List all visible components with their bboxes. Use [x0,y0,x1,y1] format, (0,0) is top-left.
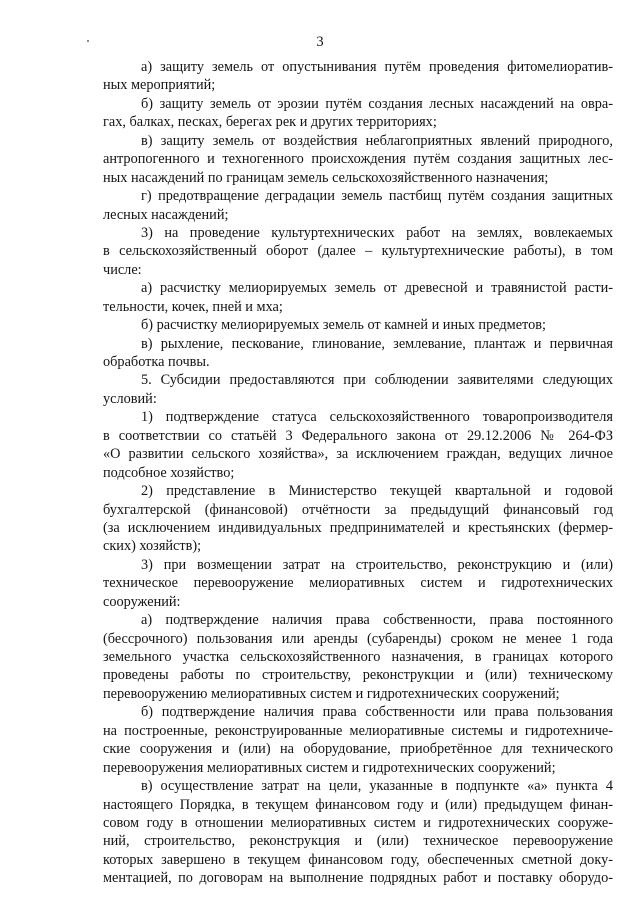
text-line: ных насаждений по границам земель сельскохозяйственного назначения; [103,169,549,186]
text-line: 1) подтверждение статуса сельскохозяйственного товаропроизводителя [141,409,613,426]
document-body [103,58,613,888]
text-line: а) подтверждение наличия права собственности, права постоянного [141,612,613,629]
text-line: условий: [103,390,157,407]
text-line: «О развитии сельского хозяйства», за исключением граждан, ведущих личное [103,446,613,463]
text-line: ных мероприятий; [103,77,216,94]
text-line: в сельскохозяйственный оборот (далее – культуртехнические работы), в том [103,243,613,260]
page-number: 3 [316,34,324,50]
text-line: на построенные, реконструированные мелиоративные системы и гидротехниче- [103,722,613,739]
text-line: обработка почвы. [103,354,210,370]
text-line: 3) на проведение культуртехнических работ на землях, вовлекаемых [141,224,613,241]
text-line: ские сооружения и (или) на оборудование, приобретённое для технического [103,741,613,758]
text-line: подсобное хозяйство; [103,464,235,481]
text-line: в) осуществление затрат на цели, указанные в подпункте «а» пункта 4 [141,778,613,795]
scan-speck [87,40,89,42]
text-line: а) защиту земель от опустынивания путём проведения фитомелиоратив- [141,59,613,75]
text-line: 3) при возмещении затрат на строительство, реконструкцию и (или) [141,556,613,573]
text-line: антропогенного и техногенного происхождения путём создания защитных лес- [103,151,613,168]
text-line: настоящего Порядка, в текущем финансовом году и (или) предыдущем финан- [103,796,613,813]
text-line: тельности, кочек, пней и мха; [103,298,283,315]
text-line: б) расчистку мелиорируемых земель от камней и иных предметов; [141,317,546,334]
text-line: 2) представление в Министерство текущей квартальной и годовой [141,483,613,500]
text-line: совом году в отношении мелиоративных систем и гидротехнических сооруже- [103,814,613,831]
text-line: сооружений: [103,593,181,610]
text-line: земельного участка сельскохозяйственного назначения, в границах которого [103,649,613,665]
text-line: перевооружению мелиоративных систем и гидротехнических сооружений; [103,685,560,702]
text-line: б) защиту земель от эрозии путём создания лесных насаждений на овра- [141,95,613,112]
text-line: в) защиту земель от воздействия неблагоприятных явлений природного, [141,132,613,149]
text-line: ских) хозяйств); [103,538,202,555]
text-line: перевооружения мелиоративных систем и гидротехнических сооружений; [103,759,556,776]
text-line: техническое перевооружение мелиоративных систем и гидротехнических [103,575,613,592]
text-line: г) предотвращение деградации земель пастбищ путём создания защитных [141,188,613,205]
text-line: числе: [103,261,142,278]
text-line: а) расчистку мелиорируемых земель от древесной и травянистой расти- [141,280,613,297]
text-line: которых завершено в текущем финансовом году, обеспеченных сметной доку- [103,851,613,868]
text-line: ментацией, по договорам на выполнение подрядных работ и поставку оборудо- [103,870,613,887]
text-line: в) рыхление, пескование, глинование, землевание, плантаж и первичная [141,335,613,352]
text-line: (за исключением индивидуальных предпринимателей и крестьянских (фермер- [103,519,613,536]
text-line: проведены работы по строительству, реконструкции и (или) техническому [103,667,613,684]
text-line: 5. Субсидии предоставляются при соблюдении заявителями следующих [141,372,613,389]
text-line: лесных насаждений; [103,206,229,223]
text-line: б) подтверждение наличия права собственности или права пользования [141,704,613,721]
text-line: ний, строительство, реконструкция и (или) техническое перевооружение [103,833,613,850]
text-line: в соответствии со статьёй 3 Федерального закона от 29.12.2006 № 264-ФЗ [103,427,613,444]
text-line: гах, балках, песках, берегах рек и других территориях; [103,114,437,131]
text-line: (бессрочного) пользования или аренды (субаренды) сроком не менее 1 года [103,630,613,647]
text-line: бухгалтерской (финансовой) отчётности за предыдущий финансовый год [103,501,613,518]
